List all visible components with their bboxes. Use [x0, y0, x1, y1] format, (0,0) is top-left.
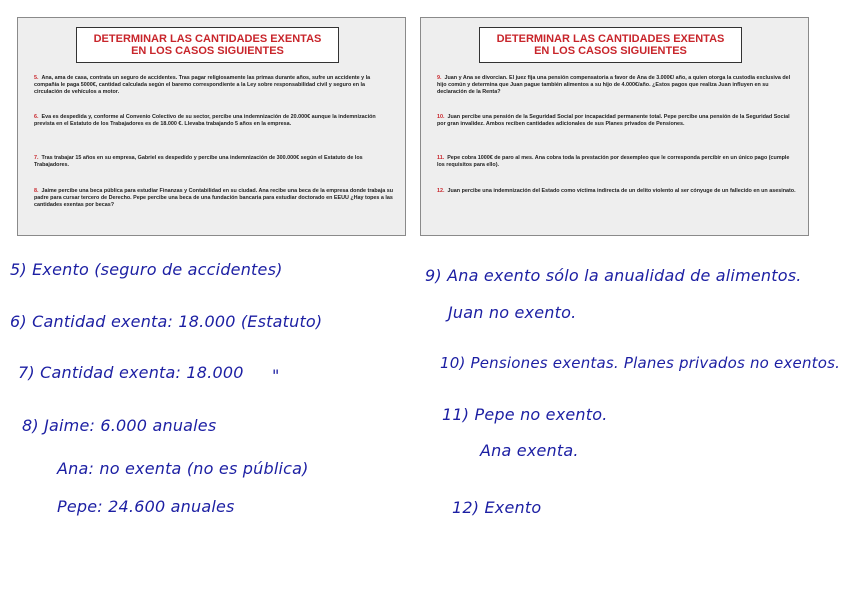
- slide-left: [17, 17, 406, 236]
- case-number: 9.: [437, 75, 442, 81]
- slide-title: [76, 27, 339, 63]
- case-10: [437, 114, 797, 128]
- case-text: Tras trabajar 15 años en su empresa, Gabriel es despedido y percibe una indemnización de 300.000€ según el Estatuto de los Trabajadores.: [34, 155, 363, 168]
- note-8-ana: Ana: no exenta (no es pública): [57, 459, 309, 478]
- case-text: Eva es despedida y, conforme al Convenio Colectivo de su sector, percibe una indemnización de 20.000€ aunque la indemnización prevista en el Estatuto de los Trabajadores es de 18.000 €. Llevaba trabajando 5 años en la empresa.: [34, 114, 376, 127]
- case-5: [34, 75, 394, 96]
- case-number: 7.: [34, 155, 39, 161]
- case-text: Juan percibe una pensión de la Seguridad Social por incapacidad permanente total. Pepe percibe una pensión de la Seguridad Social por gran invalidez. Ambos reciben cantidades adicionales de sus Planes privados de Pensiones.: [437, 114, 790, 127]
- note-11-ana: Ana exenta.: [480, 441, 579, 460]
- note-7-ditto: ": [272, 366, 280, 385]
- slide-title: [479, 27, 742, 63]
- case-12: [437, 188, 797, 195]
- case-number: 10.: [437, 114, 445, 120]
- note-7: 7) Cantidad exenta: 18.000: [18, 363, 244, 382]
- slide-title-line2: EN LOS CASOS SIGUIENTES: [131, 45, 284, 57]
- case-text: Ana, ama de casa, contrata un seguro de accidentes. Tras pagar religiosamente las primas durante años, sufre un accidente y la compañía le paga 5000€, cantidad calculada según el baremo correspondiente a la Ley sobre responsabilidad civil y seguro en la circulación de vehículos a motor.: [34, 75, 371, 95]
- note-9-juan: Juan no exento.: [448, 303, 577, 322]
- note-8-jaime: 8) Jaime: 6.000 anuales: [22, 416, 217, 435]
- case-text: Juan percibe una indemnización del Estado como víctima indirecta de un delito violento al ser cónyuge de un fallecido en un asesinato.: [447, 188, 796, 194]
- case-number: 8.: [34, 188, 39, 194]
- case-text: Pepe cobra 1000€ de paro al mes. Ana cobra toda la prestación por desempleo que le corresponda percibir en un único pago (cumple los requisitos para ello).: [437, 155, 790, 168]
- case-number: 6.: [34, 114, 39, 120]
- note-11-pepe: 11) Pepe no exento.: [442, 405, 608, 424]
- note-9-ana: 9) Ana exento sólo la anualidad de alimentos.: [425, 266, 802, 285]
- note-8-pepe: Pepe: 24.600 anuales: [57, 497, 235, 516]
- case-11: [437, 155, 797, 169]
- case-number: 12.: [437, 188, 445, 194]
- case-number: 5.: [34, 75, 39, 81]
- slide-title-line2: EN LOS CASOS SIGUIENTES: [534, 45, 687, 57]
- case-7: [34, 155, 394, 169]
- note-12: 12) Exento: [452, 498, 542, 517]
- note-6: 6) Cantidad exenta: 18.000 (Estatuto): [10, 312, 323, 331]
- case-number: 11.: [437, 155, 445, 161]
- case-8: [34, 188, 394, 209]
- case-9: [437, 75, 797, 96]
- case-text: Jaime percibe una beca pública para estudiar Finanzas y Contabilidad en su ciudad. Ana recibe una beca de la empresa donde trabaja su padre para cursar tercero de Derecho. Pepe percibe una beca de una fundación bancaria para estudiar doctorado en EEUU ¿Hay topes a las cantidades exentas por becas?: [34, 188, 393, 208]
- slide-title-line1: DETERMINAR LAS CANTIDADES EXENTAS: [496, 33, 725, 45]
- slide-right: [420, 17, 809, 236]
- slide-title-line1: DETERMINAR LAS CANTIDADES EXENTAS: [93, 33, 322, 45]
- note-5: 5) Exento (seguro de accidentes): [10, 260, 283, 279]
- case-text: Juan y Ana se divorcian. El juez fija una pensión compensatoria a favor de Ana de 3.000€/ año, a quien otorga la custodia exclusiva del hijo común y determina que Juan pague también alimentos a su hijo de 4.000€/año. ¿Estos pagos que realiza Juan influyen en su declaración de la Renta?: [437, 75, 791, 95]
- note-10: 10) Pensiones exentas. Planes privados no exentos.: [440, 354, 841, 372]
- case-6: [34, 114, 394, 128]
